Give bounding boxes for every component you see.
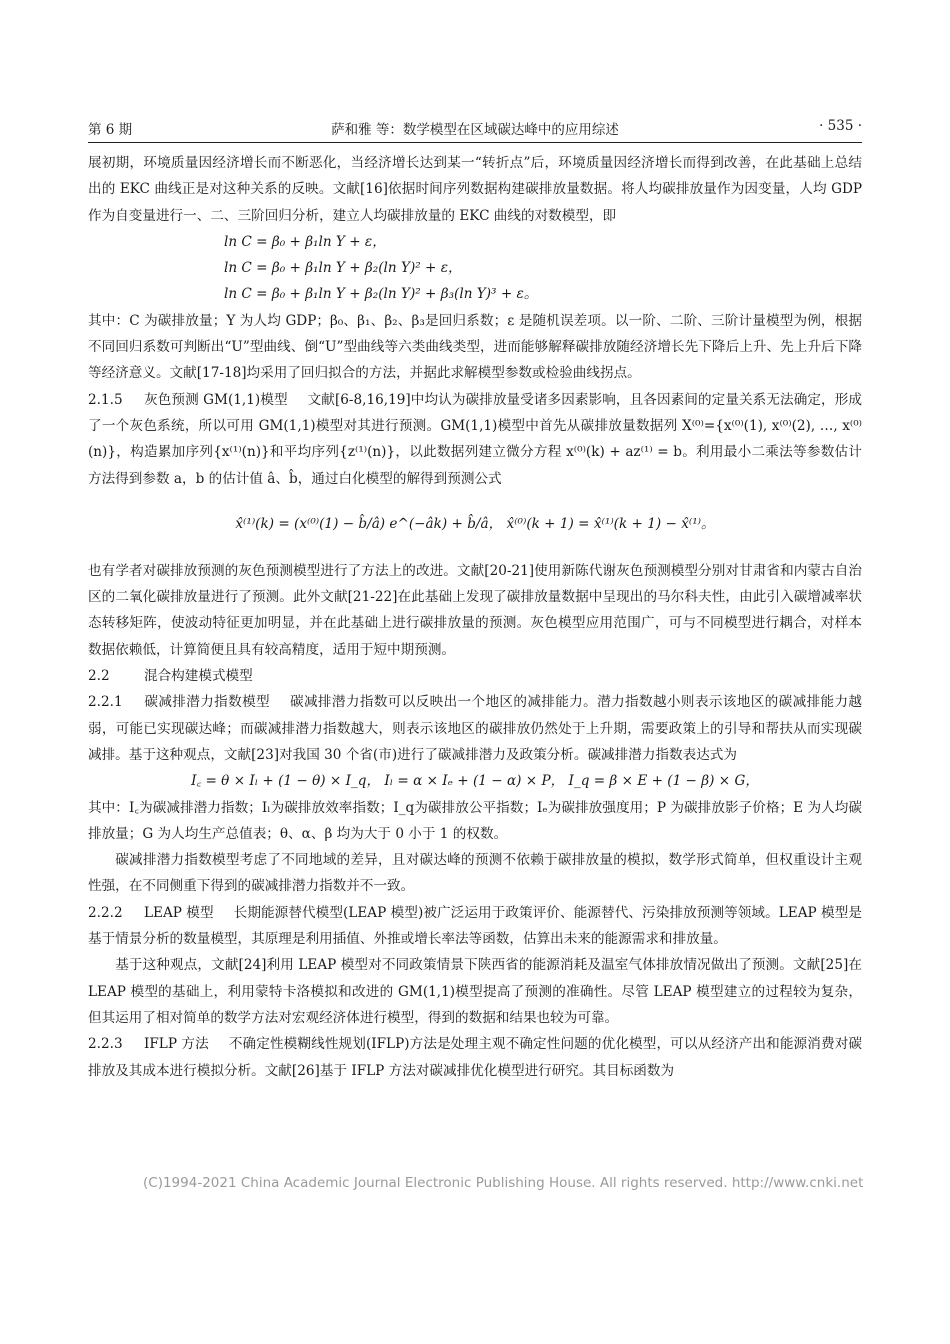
section-title: 碳减排潜力指数模型 [144,694,271,711]
header-rule [88,142,862,143]
section-2-2 [88,663,862,689]
section-2-2-2 [88,900,862,953]
equation-gm-prediction: x̂⁽¹⁾(k) = (x⁽⁰⁾(1) − b̂/â) e^(−âk) + b̂/â， x̂⁽⁰⁾(k + 1) = x̂⁽¹⁾(k + 1) − x̂⁽¹⁾。 [235,515,715,532]
paragraph-index-vars: 其中：I꜀为碳减排潜力指数；Iₗ为碳排放效率指数；I_q为碳排放公平指数；Iₑ为碳排放强度用；P 为碳排放影子价格；E 为人均碳排放量；G 为人均生产总值表；θ、α、β 均为大于 0 小于 1 的权数。 [88,799,862,842]
section-2-2-3 [88,1031,862,1084]
section-text: 文献[6-8,16,19]中均认为碳排放量受诸多因素影响，且各因素间的定量关系无法确定，形成了一个灰色系统，所以可用 GM(1,1)模型对其进行预测。GM(1,1)模型中首先从碳排放量数据列 X⁽⁰⁾={x⁽⁰⁾(1), x⁽⁰⁾(2), …, x⁽⁰⁾(n)}，构造累加序列{x⁽¹⁾(n)}和平均序列{z⁽¹⁾(n)}，以此数据列建立微分方程 x⁽⁰⁾(k) + az⁽¹⁾ = b。利用最小二乘法等参数估计方法得到参数 a，b 的估计值 â、b̂，通过白化模型的解得到预测公式 [88,391,862,487]
section-title: 混合构建模式模型 [144,668,253,685]
section-number: 2.2.2 [88,904,123,921]
section-number: 2.2 [88,668,110,685]
section-number: 2.2.3 [88,1036,123,1053]
running-header [88,112,862,138]
section-title: IFLP 方法 [144,1036,209,1053]
section-2-2-1 [88,689,862,768]
section-title: LEAP 模型 [144,904,214,921]
paragraph-ekc-explain: 其中：C 为碳排放量；Y 为人均 GDP；β₀、β₁、β₂、β₃是回归系数；ε 是随机误差项。以一阶、二阶、三阶计量模型为例，根据不同回归系数可判断出“U”型曲线、倒“U”型曲线等六类曲线类型，进而能够解释碳排放随经济增长先下降后上升、先上升后下降等经济意义。文献[17-18]均采用了回归拟合的方法，并据此求解模型参数或检验曲线拐点。 [88,312,862,382]
issue-label: 第 6 期 [88,122,133,138]
page-number: · 535 · [819,118,862,134]
section-number: 2.1.5 [88,391,123,408]
paragraph-index-eval: 碳减排潜力指数模型考虑了不同地域的差异，且对碳达峰的预测不依赖于碳排放量的模拟，数学形式简单，但权重设计主观性强，在不同侧重下得到的碳减排潜力指数并不一致。 [88,852,862,895]
equation-cubic: ln C = β₀ + β₁ln Y + β₂(ln Y)² + β₃(ln Y)³ + ε。 [224,286,538,303]
copyright-watermark: (C)1994-2021 China Academic Journal Electronic Publishing House. All rights reserved. http://www.cnki.net [143,1175,864,1191]
paragraph-leap-apps: 基于这种观点，文献[24]利用 LEAP 模型对不同政策情景下陕西省的能源消耗及温室气体排放情况做出了预测。文献[25]在 LEAP 模型的基础上，利用蒙特卡洛模拟和改进的 GM(1,1)模型提高了预测的准确性。尽管 LEAP 模型建立的过程较为复杂，但其运用了相对简单的数学方法对宏观经济体进行模型，得到的数据和结果也较为可靠。 [88,957,862,1026]
equation-quadratic: ln C = β₀ + β₁ln Y + β₂(ln Y)² + ε， [224,260,462,277]
section-text: 碳减排潜力指数可以反映出一个地区的减排能力。潜力指数越小则表示该地区的碳减排能力越弱，可能已实现碳达峰；而碳减排潜力指数越大，则表示该地区的碳排放仍然处于上升期，需要政策上的引导和帮扶从而实现碳减排。基于这种观点，文献[23]对我国 30 个省(市)进行了碳减排潜力及政策分析。碳减排潜力指数表达式为 [88,694,863,763]
section-number: 2.2.1 [88,694,123,711]
running-title: 萨和雅 等：数学模型在区域碳达峰中的应用综述 [331,122,619,138]
section-2-1-5 [88,387,862,492]
section-text: 长期能源替代模型(LEAP 模型)被广泛运用于政策评价、能源替代、污染排放预测等领域。LEAP 模型是基于情景分析的数量模型，其原理是利用插值、外推或增长率法等函数，估算出未来的能源需求和排放量。 [88,904,862,948]
equation-linear: ln C = β₀ + β₁ln Y + ε， [224,233,386,250]
article-body [88,150,862,1084]
paragraph-grey-improve: 也有学者对碳排放预测的灰色预测模型进行了方法上的改进。文献[20-21]使用新陈代谢灰色预测模型分别对甘肃省和内蒙古自治区的二氧化碳排放量进行了预测。此外文献[21-22]在此基础上发现了碳排放量数据中呈现出的马尔科夫性，由此引入碳增减率状态转移矩阵，使波动特征更加明显，并在此基础上进行碳排放量的预测。灰色模型应用范围广，可与不同模型进行耦合，对样本数据依赖低，计算简便且具有较高精度，适用于短中期预测。 [88,562,862,658]
equation-block-ekc [88,229,862,308]
section-title: 灰色预测 GM(1,1)模型 [144,391,288,408]
equation-potential-index: I꜀ = θ × Iₗ + (1 − θ) × I_q， Iₗ = α × Iₑ + (1 − α) × P， I_q = β × E + (1 − β) × G， [191,773,759,790]
paragraph-ekc: 展初期，环境质量因经济增长而不断恶化，当经济增长达到某一“转折点”后，环境质量因经济增长而得到改善，在此基础上总结出的 EKC 曲线正是对这种关系的反映。文献[16]依据时间序列数据构建碳排放量数据。将人均碳排放量作为因变量，人均 GDP 作为自变量进行一、二、三阶回归分析，建立人均碳排放量的 EKC 曲线的对数模型，即 [88,155,862,224]
section-text: 不确定性模糊线性规划(IFLP)方法是处理主观不确定性问题的优化模型，可以从经济产出和能源消费对碳排放及其成本进行模拟分析。文献[26]基于 IFLP 方法对碳减排优化模型进行研究。其目标函数为 [88,1036,862,1079]
